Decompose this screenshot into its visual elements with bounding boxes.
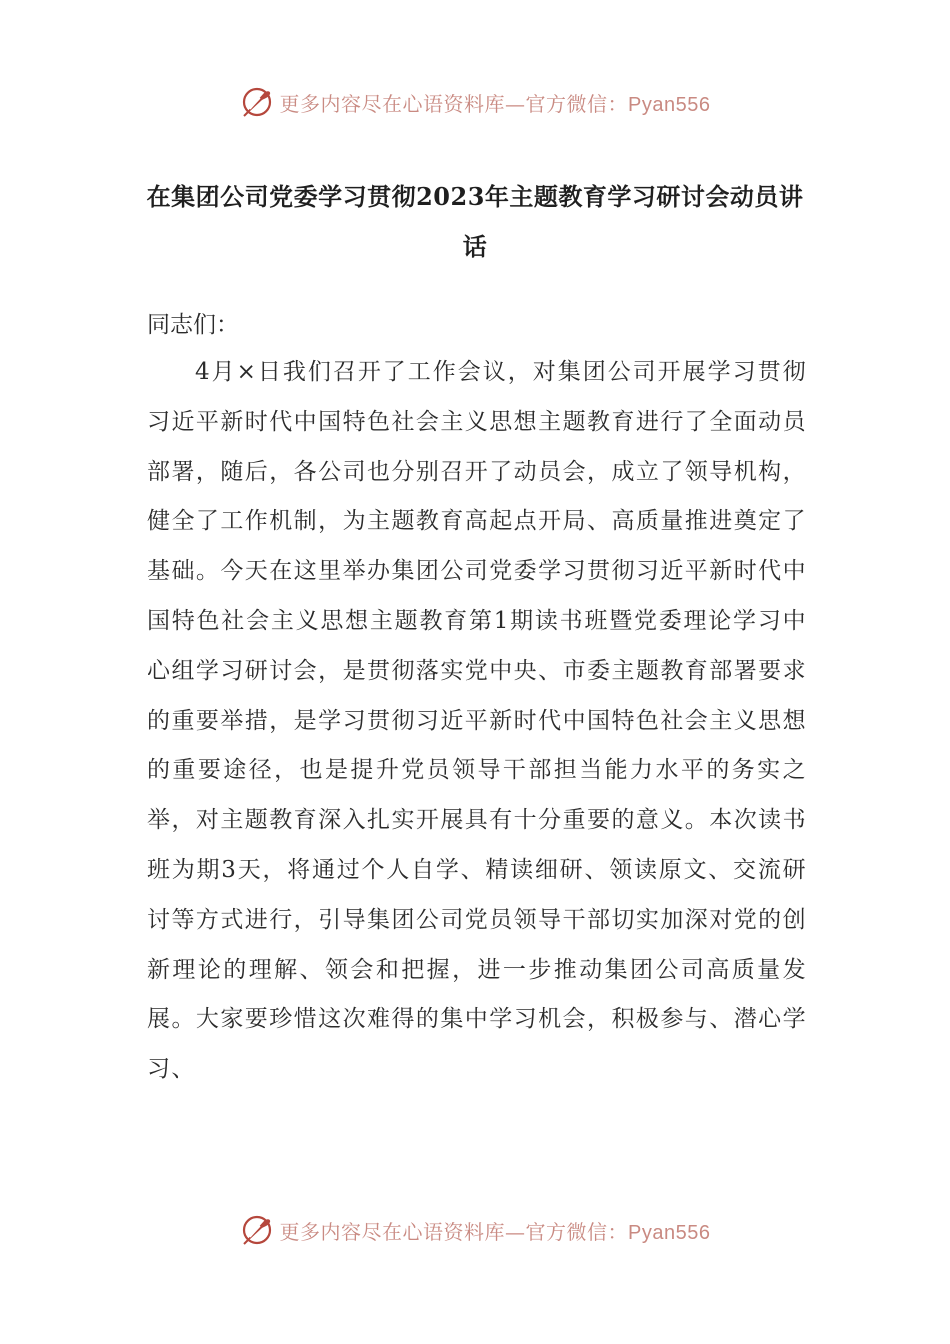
header-wechat-id: Pyan556 bbox=[628, 93, 711, 116]
footer-banner bbox=[0, 1210, 950, 1250]
quill-pen-logo-icon bbox=[240, 1213, 274, 1247]
document-title: 在集团公司党委学习贯彻2023年主题教育学习研讨会动员讲话 bbox=[146, 182, 804, 261]
footer-banner-text: 更多内容尽在心语资料库—官方微信： bbox=[279, 1219, 629, 1244]
body-paragraph: 4月×日我们召开了工作会议，对集团公司开展学习贯彻习近平新时代中国特色社会主义思想主题教育进行了全面动员部署，随后，各公司也分别召开了动员会，成立了领导机构，健全了工作机制，为主题教育高起点开局、高质量推进奠定了基础。今天在这里举办集团公司党委学习贯彻习近平新时代中国特色社会主义思想主题教育第1期读书班暨党委理论学习中心组学习研讨会，是贯彻落实党中央、市委主题教育部署要求的重要举措，是学习贯彻习近平新时代中国特色社会主义思想的重要途径，也是提升党员领导干部担当能力水平的务实之举，对主题教育深入扎实开展具有十分重要的意义。本次读书班为期3天，将通过个人自学、精读细研、领读原文、交流研讨等方式进行，引导集团公司党员领导干部切实加深对党的创新理论的理解、领会和把握，进一步推动集团公司高质量发展。大家要珍惜这次难得的集中学习机会，积极参与、潜心学习、 bbox=[147, 359, 807, 1083]
greeting: 同志们： bbox=[147, 312, 239, 338]
header-banner bbox=[0, 82, 950, 122]
header-banner-text: 更多内容尽在心语资料库—官方微信： bbox=[279, 91, 629, 116]
footer-wechat-id: Pyan556 bbox=[628, 1221, 711, 1244]
quill-pen-logo-icon bbox=[240, 85, 274, 119]
